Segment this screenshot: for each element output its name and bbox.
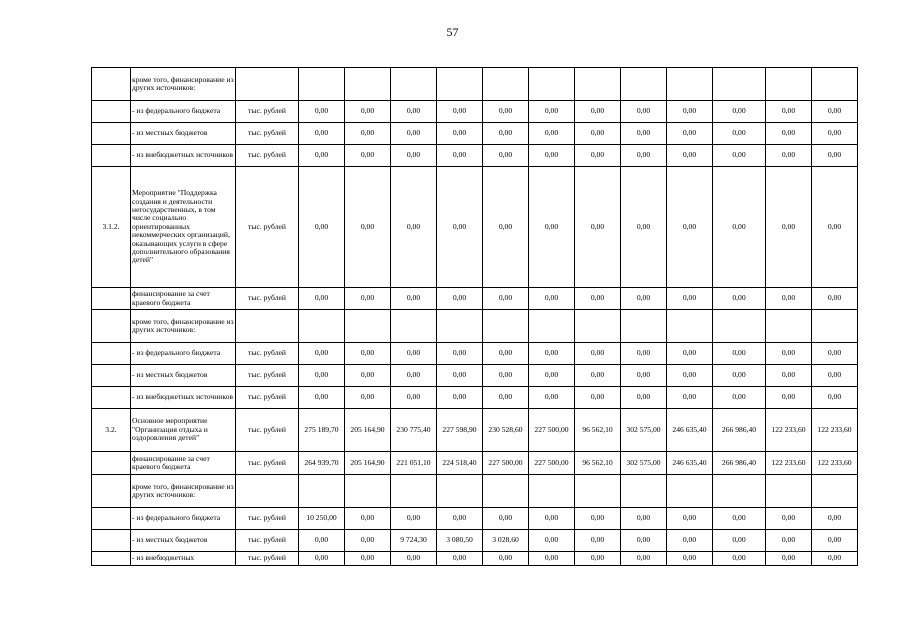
value-cell xyxy=(299,68,345,101)
value-cell: 0,00 xyxy=(391,101,437,123)
value-cell: 0,00 xyxy=(713,145,766,167)
value-cell: 0,00 xyxy=(391,365,437,387)
value-cell: 0,00 xyxy=(621,530,667,552)
table-row xyxy=(92,145,858,167)
value-cell: 0,00 xyxy=(713,530,766,552)
value-cell: 0,00 xyxy=(713,288,766,310)
row-unit-cell xyxy=(236,310,299,343)
value-cell: 0,00 xyxy=(812,508,858,530)
value-cell: 0,00 xyxy=(299,365,345,387)
row-name-cell: финансирование за счет краевого бюджета xyxy=(131,452,236,475)
value-cell: 0,00 xyxy=(713,387,766,409)
value-cell: 205 164,90 xyxy=(345,409,391,452)
value-cell: 0,00 xyxy=(299,123,345,145)
value-cell: 0,00 xyxy=(345,387,391,409)
value-cell: 0,00 xyxy=(667,145,713,167)
value-cell: 0,00 xyxy=(483,365,529,387)
row-unit-cell: тыс. рублей xyxy=(236,145,299,167)
value-cell: 9 724,30 xyxy=(391,530,437,552)
value-cell xyxy=(483,310,529,343)
value-cell: 0,00 xyxy=(391,288,437,310)
value-cell xyxy=(529,475,575,508)
value-cell: 0,00 xyxy=(812,387,858,409)
row-unit-cell xyxy=(236,475,299,508)
row-unit-cell: тыс. рублей xyxy=(236,552,299,566)
value-cell xyxy=(621,475,667,508)
value-cell: 0,00 xyxy=(812,145,858,167)
value-cell xyxy=(766,475,812,508)
value-cell xyxy=(575,475,621,508)
row-name-cell: кроме того, финансирование из других источников: xyxy=(131,68,236,101)
value-cell xyxy=(529,68,575,101)
table-row xyxy=(92,387,858,409)
value-cell: 0,00 xyxy=(391,167,437,288)
value-cell: 0,00 xyxy=(575,508,621,530)
value-cell: 230 775,40 xyxy=(391,409,437,452)
value-cell: 0,00 xyxy=(766,145,812,167)
row-unit-cell: тыс. рублей xyxy=(236,365,299,387)
value-cell xyxy=(437,68,483,101)
value-cell: 0,00 xyxy=(575,365,621,387)
value-cell xyxy=(391,68,437,101)
value-cell: 0,00 xyxy=(345,101,391,123)
value-cell: 0,00 xyxy=(667,101,713,123)
value-cell: 0,00 xyxy=(299,343,345,365)
value-cell xyxy=(812,475,858,508)
row-name-cell: кроме того, финансирование из других источников: xyxy=(131,475,236,508)
row-unit-cell: тыс. рублей xyxy=(236,530,299,552)
value-cell: 0,00 xyxy=(667,288,713,310)
value-cell: 0,00 xyxy=(812,123,858,145)
value-cell: 0,00 xyxy=(766,530,812,552)
value-cell: 0,00 xyxy=(299,387,345,409)
value-cell: 0,00 xyxy=(299,145,345,167)
value-cell: 0,00 xyxy=(529,145,575,167)
value-cell xyxy=(391,475,437,508)
value-cell: 0,00 xyxy=(812,343,858,365)
value-cell xyxy=(667,475,713,508)
value-cell: 3 028,60 xyxy=(483,530,529,552)
value-cell: 0,00 xyxy=(529,365,575,387)
value-cell: 0,00 xyxy=(437,552,483,566)
value-cell: 0,00 xyxy=(667,530,713,552)
value-cell xyxy=(575,68,621,101)
value-cell: 0,00 xyxy=(437,167,483,288)
value-cell: 0,00 xyxy=(345,288,391,310)
budget-table xyxy=(91,67,858,566)
value-cell: 96 562,10 xyxy=(575,409,621,452)
value-cell: 0,00 xyxy=(345,552,391,566)
row-name-cell: - из местных бюджетов xyxy=(131,530,236,552)
value-cell: 0,00 xyxy=(345,508,391,530)
value-cell: 0,00 xyxy=(437,145,483,167)
value-cell: 0,00 xyxy=(345,123,391,145)
value-cell: 0,00 xyxy=(667,552,713,566)
value-cell: 0,00 xyxy=(667,508,713,530)
value-cell: 0,00 xyxy=(345,167,391,288)
value-cell: 0,00 xyxy=(812,530,858,552)
row-number-cell xyxy=(92,288,131,310)
value-cell: 0,00 xyxy=(529,123,575,145)
value-cell xyxy=(299,475,345,508)
value-cell xyxy=(575,310,621,343)
row-unit-cell: тыс. рублей xyxy=(236,288,299,310)
row-number-cell xyxy=(92,101,131,123)
value-cell: 0,00 xyxy=(575,530,621,552)
value-cell: 0,00 xyxy=(437,508,483,530)
row-unit-cell: тыс. рублей xyxy=(236,123,299,145)
value-cell xyxy=(713,68,766,101)
value-cell xyxy=(483,68,529,101)
value-cell: 0,00 xyxy=(713,508,766,530)
value-cell: 302 575,00 xyxy=(621,452,667,475)
value-cell xyxy=(766,68,812,101)
value-cell xyxy=(621,68,667,101)
value-cell: 0,00 xyxy=(713,343,766,365)
table-row xyxy=(92,452,858,475)
value-cell: 0,00 xyxy=(437,288,483,310)
value-cell: 0,00 xyxy=(621,508,667,530)
value-cell: 0,00 xyxy=(667,387,713,409)
value-cell: 0,00 xyxy=(437,123,483,145)
value-cell: 0,00 xyxy=(345,365,391,387)
value-cell: 0,00 xyxy=(529,343,575,365)
value-cell: 0,00 xyxy=(299,552,345,566)
value-cell: 264 939,70 xyxy=(299,452,345,475)
value-cell: 0,00 xyxy=(299,101,345,123)
row-number-cell xyxy=(92,145,131,167)
value-cell: 0,00 xyxy=(766,123,812,145)
value-cell xyxy=(345,310,391,343)
row-name-cell: - из федерального бюджета xyxy=(131,343,236,365)
value-cell: 0,00 xyxy=(483,101,529,123)
row-number-cell xyxy=(92,310,131,343)
row-unit-cell: тыс. рублей xyxy=(236,452,299,475)
row-unit-cell: тыс. рублей xyxy=(236,167,299,288)
value-cell: 0,00 xyxy=(483,508,529,530)
value-cell: 0,00 xyxy=(299,288,345,310)
value-cell: 205 164,90 xyxy=(345,452,391,475)
value-cell: 246 635,40 xyxy=(667,409,713,452)
row-name-cell: - из местных бюджетов xyxy=(131,365,236,387)
value-cell: 0,00 xyxy=(621,365,667,387)
value-cell: 0,00 xyxy=(483,387,529,409)
value-cell: 0,00 xyxy=(483,343,529,365)
value-cell: 227 598,90 xyxy=(437,409,483,452)
value-cell: 0,00 xyxy=(713,123,766,145)
row-unit-cell: тыс. рублей xyxy=(236,409,299,452)
value-cell: 0,00 xyxy=(437,101,483,123)
table-body xyxy=(92,68,858,566)
value-cell: 0,00 xyxy=(529,167,575,288)
value-cell: 0,00 xyxy=(621,343,667,365)
value-cell: 0,00 xyxy=(575,167,621,288)
value-cell: 96 562,10 xyxy=(575,452,621,475)
value-cell: 122 233,60 xyxy=(766,409,812,452)
value-cell: 0,00 xyxy=(483,145,529,167)
value-cell: 0,00 xyxy=(812,288,858,310)
value-cell: 0,00 xyxy=(575,288,621,310)
value-cell: 227 500,00 xyxy=(483,452,529,475)
value-cell: 0,00 xyxy=(575,343,621,365)
value-cell: 0,00 xyxy=(529,530,575,552)
value-cell: 0,00 xyxy=(713,365,766,387)
value-cell: 0,00 xyxy=(766,508,812,530)
value-cell: 230 528,60 xyxy=(483,409,529,452)
page-number: 57 xyxy=(446,25,459,39)
row-name-cell: финансирование за счет краевого бюджета xyxy=(131,288,236,310)
value-cell: 0,00 xyxy=(621,167,667,288)
value-cell: 0,00 xyxy=(437,343,483,365)
value-cell: 227 500,00 xyxy=(529,409,575,452)
value-cell: 0,00 xyxy=(391,145,437,167)
row-unit-cell: тыс. рублей xyxy=(236,343,299,365)
table-row xyxy=(92,409,858,452)
row-name-cell: - из внебюджетных xyxy=(131,552,236,566)
value-cell: 0,00 xyxy=(437,365,483,387)
value-cell: 0,00 xyxy=(766,552,812,566)
value-cell: 302 575,00 xyxy=(621,409,667,452)
value-cell: 0,00 xyxy=(345,343,391,365)
value-cell: 0,00 xyxy=(483,288,529,310)
value-cell: 0,00 xyxy=(812,552,858,566)
value-cell: 0,00 xyxy=(391,123,437,145)
table-row xyxy=(92,101,858,123)
value-cell: 0,00 xyxy=(812,101,858,123)
value-cell xyxy=(766,310,812,343)
value-cell xyxy=(667,68,713,101)
row-number-cell xyxy=(92,343,131,365)
value-cell: 0,00 xyxy=(812,365,858,387)
value-cell: 0,00 xyxy=(713,167,766,288)
value-cell: 0,00 xyxy=(575,123,621,145)
value-cell: 0,00 xyxy=(667,123,713,145)
row-name-cell: - из внебюджетных источников xyxy=(131,387,236,409)
value-cell: 0,00 xyxy=(575,387,621,409)
value-cell: 0,00 xyxy=(766,343,812,365)
value-cell: 0,00 xyxy=(621,387,667,409)
row-number-cell xyxy=(92,452,131,475)
value-cell: 0,00 xyxy=(529,288,575,310)
row-unit-cell: тыс. рублей xyxy=(236,387,299,409)
row-name-cell: - из федерального бюджета xyxy=(131,101,236,123)
value-cell: 0,00 xyxy=(621,123,667,145)
value-cell: 0,00 xyxy=(621,552,667,566)
row-number-cell: 3.2. xyxy=(92,409,131,452)
value-cell: 0,00 xyxy=(812,167,858,288)
value-cell xyxy=(812,68,858,101)
row-name-cell: - из федерального бюджета xyxy=(131,508,236,530)
value-cell xyxy=(437,475,483,508)
value-cell: 227 500,00 xyxy=(529,452,575,475)
row-unit-cell: тыс. рублей xyxy=(236,101,299,123)
value-cell: 0,00 xyxy=(667,365,713,387)
value-cell: 0,00 xyxy=(345,145,391,167)
value-cell xyxy=(812,310,858,343)
row-number-cell: 3.1.2. xyxy=(92,167,131,288)
row-number-cell xyxy=(92,123,131,145)
value-cell: 0,00 xyxy=(529,508,575,530)
value-cell xyxy=(621,310,667,343)
value-cell xyxy=(299,310,345,343)
table-row xyxy=(92,475,858,508)
value-cell: 0,00 xyxy=(391,552,437,566)
table-row xyxy=(92,508,858,530)
value-cell: 0,00 xyxy=(575,101,621,123)
value-cell: 266 986,40 xyxy=(713,409,766,452)
table-row xyxy=(92,552,858,566)
value-cell: 0,00 xyxy=(667,343,713,365)
value-cell: 122 233,60 xyxy=(766,452,812,475)
row-number-cell xyxy=(92,365,131,387)
value-cell: 0,00 xyxy=(391,508,437,530)
value-cell: 0,00 xyxy=(575,552,621,566)
row-unit-cell xyxy=(236,68,299,101)
value-cell: 0,00 xyxy=(713,101,766,123)
table-row xyxy=(92,167,858,288)
value-cell xyxy=(437,310,483,343)
value-cell: 122 233,60 xyxy=(812,409,858,452)
value-cell xyxy=(391,310,437,343)
value-cell xyxy=(345,68,391,101)
value-cell: 275 189,70 xyxy=(299,409,345,452)
value-cell xyxy=(667,310,713,343)
value-cell: 0,00 xyxy=(529,552,575,566)
value-cell: 0,00 xyxy=(391,387,437,409)
row-number-cell xyxy=(92,475,131,508)
value-cell xyxy=(529,310,575,343)
value-cell: 0,00 xyxy=(483,167,529,288)
value-cell: 266 986,40 xyxy=(713,452,766,475)
value-cell xyxy=(713,475,766,508)
value-cell: 0,00 xyxy=(529,387,575,409)
table-row xyxy=(92,288,858,310)
value-cell: 122 233,60 xyxy=(812,452,858,475)
value-cell: 0,00 xyxy=(766,167,812,288)
value-cell: 0,00 xyxy=(299,530,345,552)
row-name-cell: Мероприятие "Поддержка создания и деятельности негосударственных, в том числе социально ориентированных некоммерческих организаций, оказывающих услуги в сфере дополнительного образования детей" xyxy=(131,167,236,288)
row-unit-cell: тыс. рублей xyxy=(236,508,299,530)
table-row xyxy=(92,68,858,101)
value-cell: 221 051,10 xyxy=(391,452,437,475)
row-number-cell xyxy=(92,530,131,552)
row-name-cell: Основное мероприятие "Организация отдыха и оздоровления детей" xyxy=(131,409,236,452)
value-cell: 0,00 xyxy=(713,552,766,566)
row-number-cell xyxy=(92,387,131,409)
value-cell: 224 518,40 xyxy=(437,452,483,475)
table-row xyxy=(92,310,858,343)
table-row xyxy=(92,343,858,365)
value-cell: 0,00 xyxy=(766,288,812,310)
table-row xyxy=(92,530,858,552)
value-cell: 0,00 xyxy=(483,123,529,145)
row-number-cell xyxy=(92,508,131,530)
value-cell: 0,00 xyxy=(621,101,667,123)
row-number-cell xyxy=(92,68,131,101)
value-cell: 0,00 xyxy=(621,288,667,310)
value-cell: 0,00 xyxy=(345,530,391,552)
table-row xyxy=(92,123,858,145)
row-name-cell: - из местных бюджетов xyxy=(131,123,236,145)
row-name-cell: кроме того, финансирование из других источников: xyxy=(131,310,236,343)
value-cell: 0,00 xyxy=(391,343,437,365)
value-cell xyxy=(713,310,766,343)
value-cell xyxy=(345,475,391,508)
value-cell: 0,00 xyxy=(437,387,483,409)
table-row xyxy=(92,365,858,387)
value-cell: 0,00 xyxy=(483,552,529,566)
value-cell: 0,00 xyxy=(299,167,345,288)
value-cell xyxy=(483,475,529,508)
value-cell: 0,00 xyxy=(766,365,812,387)
value-cell: 0,00 xyxy=(621,145,667,167)
value-cell: 10 250,00 xyxy=(299,508,345,530)
value-cell: 0,00 xyxy=(667,167,713,288)
value-cell: 0,00 xyxy=(766,101,812,123)
value-cell: 0,00 xyxy=(766,387,812,409)
row-number-cell xyxy=(92,552,131,566)
value-cell: 0,00 xyxy=(529,101,575,123)
value-cell: 0,00 xyxy=(575,145,621,167)
value-cell: 3 080,50 xyxy=(437,530,483,552)
row-name-cell: - из внебюджетных источников xyxy=(131,145,236,167)
value-cell: 246 635,40 xyxy=(667,452,713,475)
